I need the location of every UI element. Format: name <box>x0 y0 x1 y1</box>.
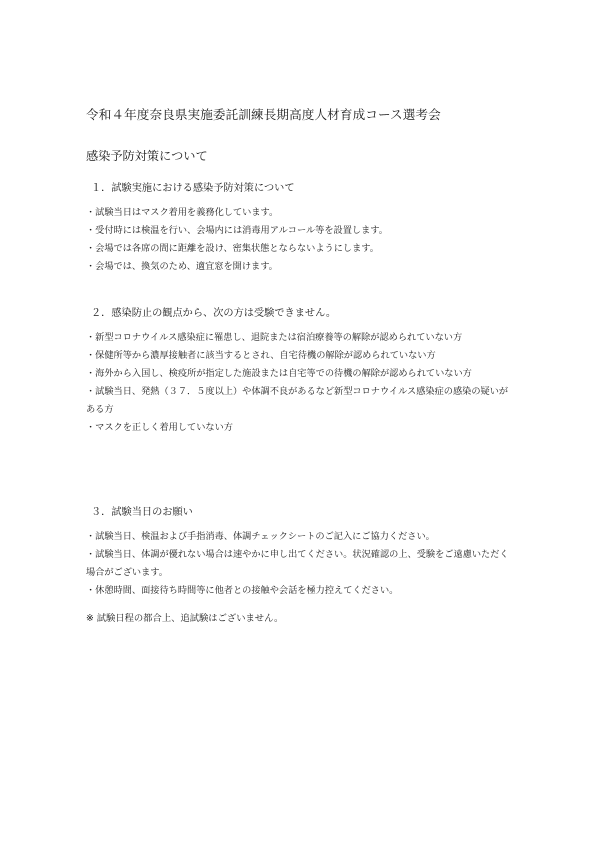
list-item: ・試験当日はマスク着用を義務化しています。 <box>86 207 279 218</box>
section-heading: １．試験実施における感染予防対策について <box>91 183 295 194</box>
section-infection-prevention-measures <box>86 182 516 276</box>
document-title: 令和４年度奈良県実施委託訓練長期高度人材育成コース選考会 <box>86 107 441 122</box>
list-item: ・試験当日、検温および手指消毒、体調チェックシートのご記入にご協力ください。 <box>86 531 435 542</box>
section-ineligible-examinees <box>86 307 516 437</box>
list-item: ・マスクを正しく着用していない方 <box>86 422 233 433</box>
list-item: ・海外から入国し、検疫所が指定した施設または自宅等での待機の解除が認められていない方 <box>86 368 472 379</box>
section-heading: ２．感染防止の観点から、次の方は受験できません。 <box>91 308 337 319</box>
list-item: ・新型コロナウイルス感染症に罹患し、退院または宿泊療養等の解除が認められていない方 <box>86 332 463 343</box>
list-item: ・受付時には検温を行い、会場内には消毒用アルコール等を設置します。 <box>86 225 388 236</box>
list-item: ・休憩時間、面接待ち時間等に他者との接触や会話を極力控えてください。 <box>86 585 399 596</box>
note-no-makeup-exam: ※ 試験日程の都合上、追試験はございません。 <box>86 613 284 624</box>
list-item: ・保健所等から濃厚接触者に該当するとされ、自宅待機の解除が認められていない方 <box>86 350 436 361</box>
list-item: ・会場では、換気のため、適宜窓を開けます。 <box>86 261 278 272</box>
section-exam-day-requests <box>86 506 516 600</box>
list-item: ・試験当日、体調が優れない場合は速やかに申し出てください。状況確認の上、受験をご遠慮いただく場合がございます。 <box>86 549 509 578</box>
list-item: ・試験当日、発熱（３７．５度以上）や体調不良があるなど新型コロナウイルス感染症の感染の疑いがある方 <box>86 386 509 415</box>
section-heading: ３．試験当日のお願い <box>91 507 193 518</box>
document-subtitle: 感染予防対策について <box>86 149 208 163</box>
list-item: ・会場では各席の間に距離を設け、密集状態とならないようにします。 <box>86 243 379 254</box>
